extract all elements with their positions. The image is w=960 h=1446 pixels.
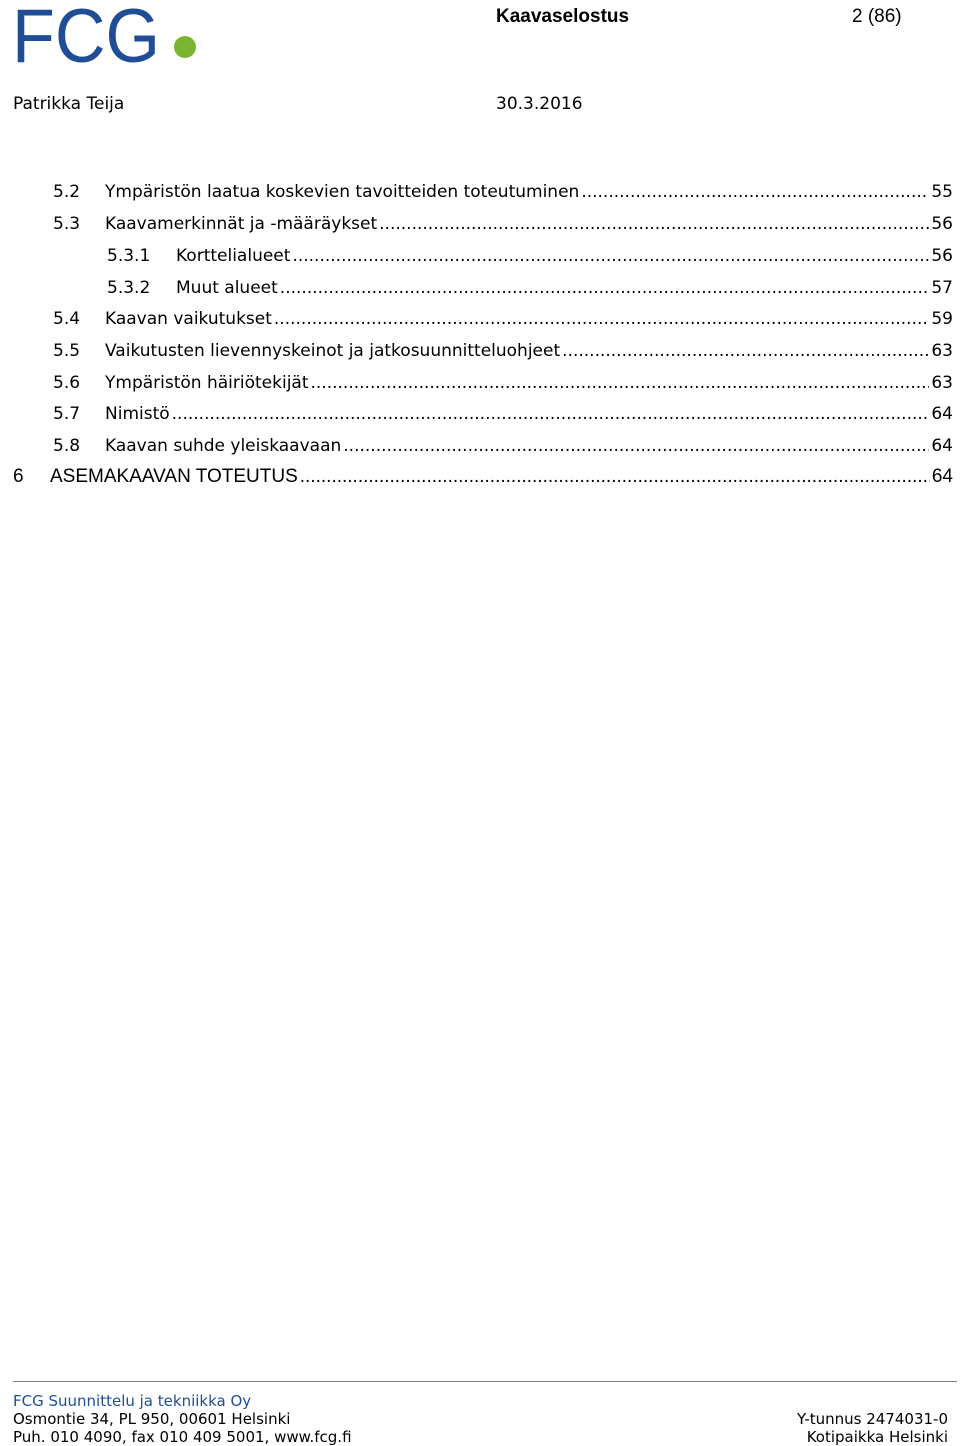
toc-number: 5.3.1: [107, 246, 151, 266]
logo-text: FCG: [12, 2, 160, 68]
toc-page: 59: [931, 309, 953, 329]
toc-entry[interactable]: [53, 303, 953, 335]
toc-leader-dots: [311, 367, 930, 399]
toc-page: 55: [931, 182, 953, 202]
fcg-logo-mark: [12, 2, 202, 68]
toc-leader-dots: [292, 240, 929, 272]
toc-leader-dots: [379, 208, 929, 240]
toc-title: Korttelialueet: [176, 246, 291, 266]
toc-number: 5.6: [53, 373, 81, 393]
toc-title: Ympäristön laatua koskevien tavoitteiden toteutuminen: [105, 182, 580, 202]
toc-number: 5.5: [53, 341, 81, 361]
toc-entry[interactable]: [53, 208, 953, 240]
toc-page: 64: [931, 466, 953, 487]
toc-page: 63: [931, 341, 953, 361]
toc-title: ASEMAKAAVAN TOTEUTUS: [50, 466, 298, 487]
toc-leader-dots: [280, 272, 930, 304]
toc-page: 56: [931, 246, 953, 266]
document-date: 30.3.2016: [496, 94, 583, 114]
footer-address: Osmontie 34, PL 950, 00601 Helsinki: [13, 1410, 291, 1428]
fcg-logo: [12, 2, 202, 68]
footer-domicile: Kotipaikka Helsinki: [806, 1428, 948, 1446]
toc-entry[interactable]: [53, 430, 953, 462]
toc-page: 56: [931, 214, 953, 234]
toc-number: 5.7: [53, 404, 81, 424]
toc-title: Vaikutusten lievennyskeinot ja jatkosuunnitteluohjeet: [105, 341, 561, 361]
toc-entry[interactable]: [53, 398, 953, 430]
footer-contact: Puh. 010 4090, fax 010 409 5001, www.fcg.fi: [13, 1428, 352, 1446]
logo-green-dot: [174, 36, 196, 58]
toc-leader-dots: [300, 461, 930, 493]
toc-number: 5.8: [53, 436, 81, 456]
toc-leader-dots: [274, 303, 929, 335]
toc-number: 5.3: [53, 214, 81, 234]
toc-entry[interactable]: [107, 240, 953, 272]
footer-business-id: Y-tunnus 2474031-0: [796, 1410, 948, 1428]
toc-leader-dots: [343, 430, 929, 462]
author-name: Patrikka Teija: [13, 94, 125, 114]
toc-number: 6: [13, 466, 24, 487]
toc-entry[interactable]: [13, 461, 953, 493]
toc-title: Ympäristön häiriötekijät: [105, 373, 309, 393]
toc-entry[interactable]: [53, 335, 953, 367]
toc-title: Kaavamerkinnät ja -määräykset: [105, 214, 378, 234]
toc-number: 5.3.2: [107, 278, 151, 298]
toc-page: 64: [931, 436, 953, 456]
toc-number: 5.4: [53, 309, 81, 329]
page-number: 2 (86): [852, 6, 902, 27]
toc-page: 57: [931, 278, 953, 298]
footer-divider: [13, 1381, 957, 1382]
toc-title: Muut alueet: [176, 278, 278, 298]
toc-entry[interactable]: [53, 176, 953, 208]
toc-page: 64: [931, 404, 953, 424]
toc-title: Nimistö: [105, 404, 170, 424]
footer-company: FCG Suunnittelu ja tekniikka Oy: [13, 1392, 252, 1410]
toc-entry[interactable]: [53, 367, 953, 399]
toc-title: Kaavan vaikutukset: [105, 309, 272, 329]
toc-number: 5.2: [53, 182, 81, 202]
toc-title: Kaavan suhde yleiskaavaan: [105, 436, 342, 456]
toc-leader-dots: [562, 335, 929, 367]
document-title: Kaavaselostus: [496, 6, 630, 27]
footer-row: [13, 1428, 948, 1446]
toc-leader-dots: [172, 398, 930, 430]
footer-row: [13, 1410, 948, 1428]
toc-entry[interactable]: [107, 272, 953, 304]
toc-page: 63: [931, 373, 953, 393]
toc-leader-dots: [581, 176, 929, 208]
